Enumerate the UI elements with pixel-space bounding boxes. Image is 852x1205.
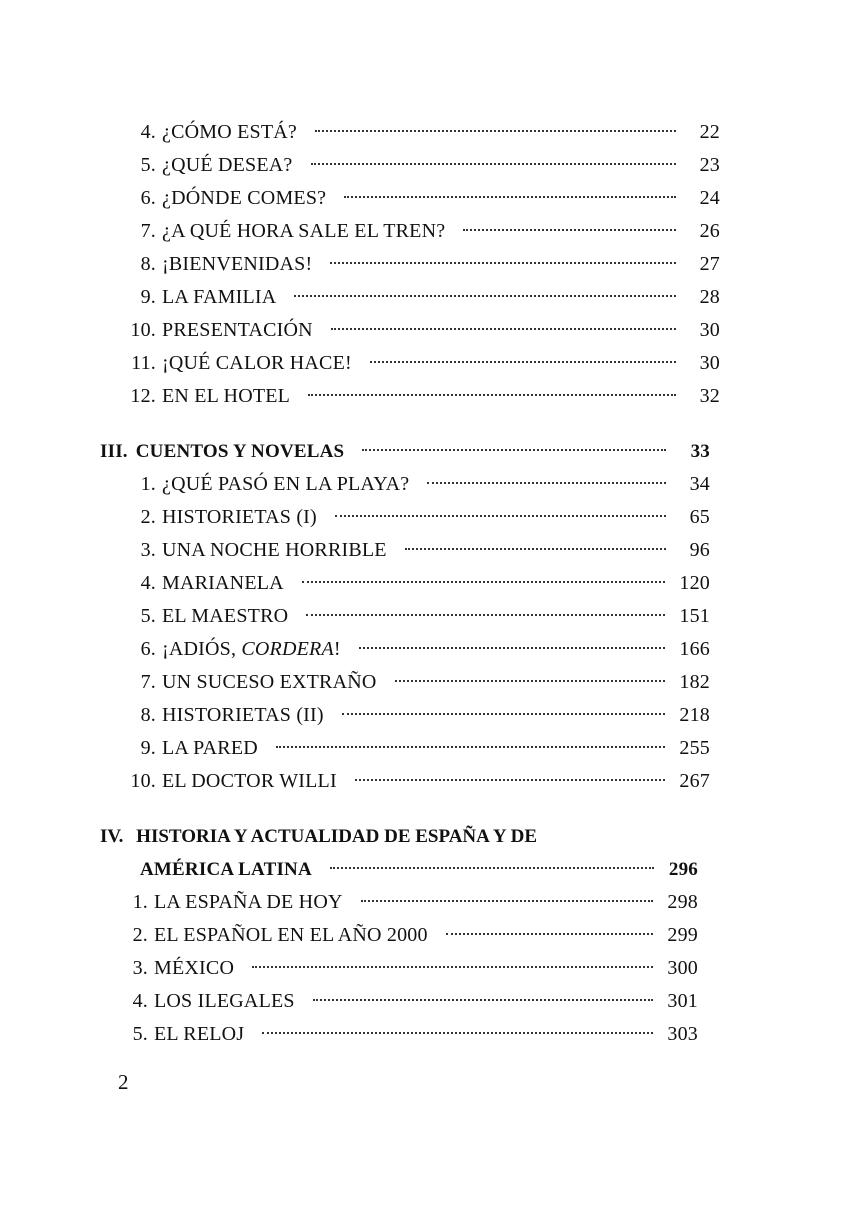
toc-entry[interactable] bbox=[100, 567, 720, 600]
toc-entry-number: 4. bbox=[132, 990, 148, 1012]
toc-entry-title: ¡QUÉ CALOR HACE! bbox=[162, 352, 352, 374]
dot-leader bbox=[330, 867, 654, 869]
toc-entry-page: 120 bbox=[679, 572, 710, 594]
dot-leader bbox=[252, 966, 653, 968]
toc-entry-number: 10. bbox=[130, 319, 156, 341]
toc-section-number: III. bbox=[100, 441, 128, 462]
table-of-contents bbox=[100, 116, 720, 1051]
toc-entry-page: 32 bbox=[699, 385, 720, 407]
toc-entry-number: 5. bbox=[132, 1023, 148, 1045]
toc-entry-number: 6. bbox=[140, 638, 156, 660]
dot-leader bbox=[427, 482, 666, 484]
toc-section-page: 296 bbox=[668, 859, 698, 880]
dot-leader bbox=[306, 614, 665, 616]
toc-section-heading-line1[interactable] bbox=[100, 820, 720, 853]
dot-leader bbox=[311, 163, 676, 165]
toc-entry-number: 1. bbox=[140, 473, 156, 495]
toc-entry[interactable] bbox=[100, 765, 720, 798]
toc-entry-title: ¿A QUÉ HORA SALE EL TREN? bbox=[162, 220, 446, 242]
toc-entry-number: 11. bbox=[131, 352, 156, 374]
toc-entry[interactable] bbox=[100, 666, 720, 699]
dot-leader bbox=[344, 196, 676, 198]
dot-leader bbox=[330, 262, 676, 264]
dot-leader bbox=[361, 900, 654, 902]
toc-entry-title: ¿QUÉ PASÓ EN LA PLAYA? bbox=[162, 473, 410, 495]
toc-entry-page: 299 bbox=[667, 924, 698, 946]
toc-entry-page: 151 bbox=[679, 605, 710, 627]
dot-leader bbox=[294, 295, 676, 297]
toc-entry-title: ¿CÓMO ESTÁ? bbox=[162, 121, 297, 143]
toc-entry[interactable] bbox=[100, 248, 720, 281]
toc-entry[interactable] bbox=[100, 985, 720, 1018]
toc-section-continued bbox=[100, 116, 720, 413]
toc-entry-title: MARIANELA bbox=[162, 572, 284, 594]
toc-entry-title: UNA NOCHE HORRIBLE bbox=[162, 539, 387, 561]
dot-leader bbox=[362, 449, 666, 451]
toc-entry[interactable] bbox=[100, 633, 720, 666]
toc-section-title-line1: HISTORIA Y ACTUALIDAD DE ESPAÑA Y DE bbox=[136, 826, 538, 847]
toc-entry-page: 298 bbox=[667, 891, 698, 913]
toc-entry-number: 3. bbox=[140, 539, 156, 561]
dot-leader bbox=[276, 746, 666, 748]
toc-entry[interactable] bbox=[100, 534, 720, 567]
dot-leader bbox=[342, 713, 666, 715]
toc-entry-title-italic: CORDERA bbox=[241, 638, 334, 660]
toc-entry[interactable] bbox=[100, 149, 720, 182]
toc-entry-page: 218 bbox=[679, 704, 710, 726]
toc-entry-number: 9. bbox=[140, 737, 156, 759]
toc-section-page: 33 bbox=[690, 441, 710, 462]
toc-entry-page: 166 bbox=[679, 638, 710, 660]
toc-entry-title bbox=[162, 633, 341, 666]
dot-leader bbox=[262, 1032, 653, 1034]
toc-entry-number: 3. bbox=[132, 957, 148, 979]
toc-entry-number: 1. bbox=[132, 891, 148, 913]
toc-entry[interactable] bbox=[100, 732, 720, 765]
toc-entry-page: 30 bbox=[699, 319, 720, 341]
toc-entry-title: LA FAMILIA bbox=[162, 286, 277, 308]
toc-entry-title: PRESENTACIÓN bbox=[162, 319, 313, 341]
toc-entry[interactable] bbox=[100, 347, 720, 380]
toc-entry-page: 27 bbox=[699, 253, 720, 275]
dot-leader bbox=[405, 548, 666, 550]
dot-leader bbox=[331, 328, 676, 330]
toc-entry[interactable] bbox=[100, 699, 720, 732]
toc-section-heading[interactable] bbox=[100, 435, 720, 468]
dot-leader bbox=[302, 581, 666, 583]
toc-entry[interactable] bbox=[100, 182, 720, 215]
toc-entry-page: 22 bbox=[699, 121, 720, 143]
toc-entry[interactable] bbox=[100, 919, 720, 952]
toc-entry[interactable] bbox=[100, 314, 720, 347]
toc-entry-title: ¿DÓNDE COMES? bbox=[162, 187, 327, 209]
toc-entry-title: LA ESPAÑA DE HOY bbox=[154, 891, 343, 913]
toc-entry-number: 9. bbox=[140, 286, 156, 308]
toc-entry-page: 28 bbox=[699, 286, 720, 308]
toc-entry-number: 4. bbox=[140, 121, 156, 143]
toc-entry-number: 6. bbox=[140, 187, 156, 209]
toc-entry-page: 303 bbox=[667, 1023, 698, 1045]
toc-entry-number: 7. bbox=[140, 220, 156, 242]
toc-entry-number: 2. bbox=[132, 924, 148, 946]
toc-entry-title: ¿QUÉ DESEA? bbox=[162, 154, 293, 176]
toc-section-historia bbox=[100, 820, 720, 1051]
toc-entry[interactable] bbox=[100, 952, 720, 985]
toc-entry-page: 267 bbox=[679, 770, 710, 792]
toc-entry-title: LA PARED bbox=[162, 737, 258, 759]
dot-leader bbox=[313, 999, 654, 1001]
toc-section-cuentos bbox=[100, 435, 720, 798]
toc-entry-number: 10. bbox=[130, 770, 156, 792]
toc-entry-page: 23 bbox=[699, 154, 720, 176]
toc-section-heading-line2[interactable] bbox=[100, 853, 720, 886]
toc-entry-title: EL MAESTRO bbox=[162, 605, 289, 627]
toc-entry[interactable] bbox=[100, 886, 720, 919]
toc-entry[interactable] bbox=[100, 468, 720, 501]
toc-entry-page: 300 bbox=[667, 957, 698, 979]
toc-entry-page: 65 bbox=[689, 506, 710, 528]
toc-entry[interactable] bbox=[100, 600, 720, 633]
toc-entry[interactable] bbox=[100, 215, 720, 248]
toc-entry-number: 12. bbox=[130, 385, 156, 407]
toc-entry-title: EL ESPAÑOL EN EL AÑO 2000 bbox=[154, 924, 428, 946]
dot-leader bbox=[359, 647, 666, 649]
toc-entry[interactable] bbox=[100, 501, 720, 534]
toc-entry-number: 5. bbox=[140, 605, 156, 627]
dot-leader bbox=[395, 680, 666, 682]
toc-entry-title: MÉXICO bbox=[154, 957, 235, 979]
toc-entry-title: HISTORIETAS (II) bbox=[162, 704, 324, 726]
toc-entry-title: HISTORIETAS (I) bbox=[162, 506, 317, 528]
toc-entry-title: UN SUCESO EXTRAÑO bbox=[162, 671, 377, 693]
dot-leader bbox=[335, 515, 666, 517]
toc-section-title-line2: AMÉRICA LATINA bbox=[140, 859, 312, 880]
toc-entry-page: 301 bbox=[667, 990, 698, 1012]
toc-entry-number: 4. bbox=[140, 572, 156, 594]
toc-entry-title: EL RELOJ bbox=[154, 1023, 245, 1045]
toc-entry-number: 7. bbox=[140, 671, 156, 693]
dot-leader bbox=[315, 130, 676, 132]
dot-leader bbox=[446, 933, 654, 935]
toc-entry-page: 24 bbox=[699, 187, 720, 209]
page-number: 2 bbox=[118, 1070, 129, 1094]
toc-entry-page: 26 bbox=[699, 220, 720, 242]
toc-entry-number: 8. bbox=[140, 704, 156, 726]
toc-section-number: IV. bbox=[100, 826, 124, 847]
toc-entry-title: LOS ILEGALES bbox=[154, 990, 295, 1012]
toc-section-title: CUENTOS Y NOVELAS bbox=[135, 441, 345, 462]
toc-entry-number: 5. bbox=[140, 154, 156, 176]
toc-entry-number: 8. bbox=[140, 253, 156, 275]
toc-entry-title-suffix: ! bbox=[333, 638, 341, 660]
toc-entry[interactable] bbox=[100, 281, 720, 314]
toc-entry-page: 30 bbox=[699, 352, 720, 374]
toc-entry-title: ¡BIENVENIDAS! bbox=[162, 253, 313, 275]
dot-leader bbox=[463, 229, 676, 231]
dot-leader bbox=[370, 361, 676, 363]
toc-entry-title: EL DOCTOR WILLI bbox=[162, 770, 337, 792]
dot-leader bbox=[355, 779, 666, 781]
toc-entry[interactable] bbox=[100, 380, 720, 413]
toc-entry-page: 182 bbox=[679, 671, 710, 693]
toc-entry-number: 2. bbox=[140, 506, 156, 528]
toc-entry-page: 34 bbox=[689, 473, 710, 495]
toc-entry-title-prefix: ¡ADIÓS, bbox=[162, 638, 242, 660]
toc-entry[interactable] bbox=[100, 1018, 720, 1051]
toc-entry-page: 255 bbox=[679, 737, 710, 759]
toc-entry-title: EN EL HOTEL bbox=[162, 385, 291, 407]
dot-leader bbox=[308, 394, 676, 396]
toc-entry[interactable] bbox=[100, 116, 720, 149]
toc-entry-page: 96 bbox=[689, 539, 710, 561]
